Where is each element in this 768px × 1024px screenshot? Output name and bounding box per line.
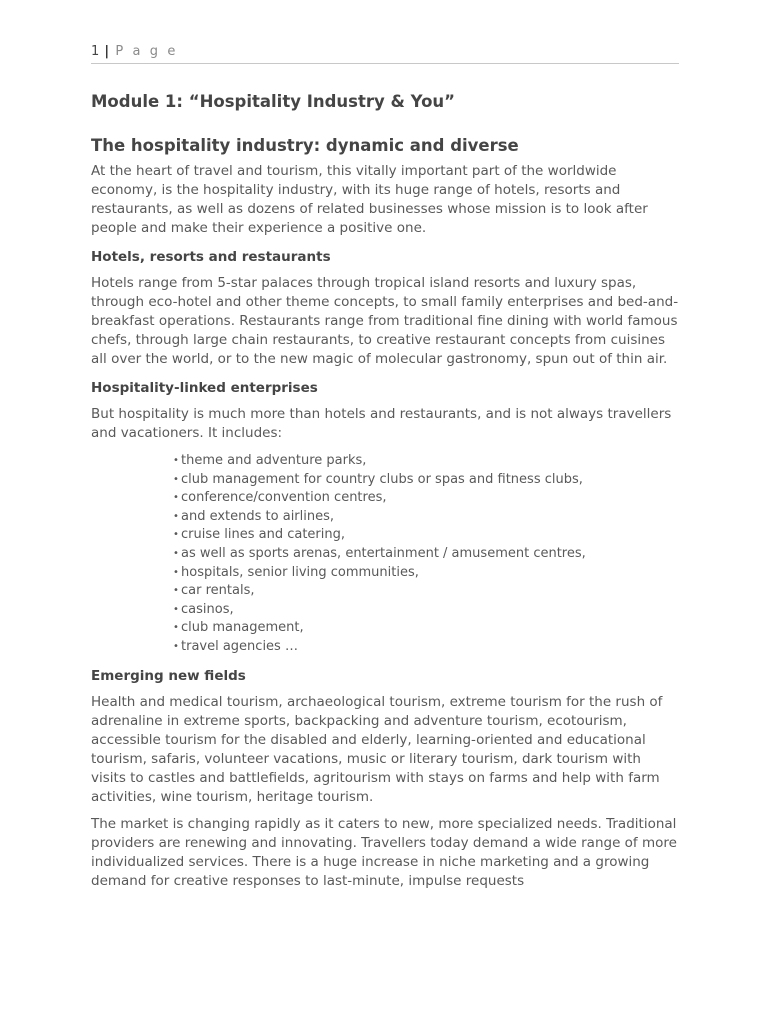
list-item-text: as well as sports arenas, entertainment / amusement centres, [181,545,586,561]
list-item-text: cruise lines and catering, [181,527,345,543]
list-item [173,452,679,471]
list-item-text: club management for country clubs or spas and fitness clubs, [181,471,583,487]
enterprise-list [91,452,679,657]
document-body [91,90,679,891]
emerging-paragraph: Health and medical tourism, archaeological tourism, extreme tourism for the rush of adrenaline in extreme sports, backpacking and adventure tourism, ecotourism, accessible tourism for the disabled and elderly, learning-oriented and educational tourism, safaris, volunteer vacations, music or literary tourism, dark tourism with visits to castles and battlefields, agritourism with stays on farms and help with farm activities, wine tourism, heritage tourism. [91,693,663,805]
market-paragraph: The market is changing rapidly as it caters to new, more specialized needs. Traditional providers are renewing and innovating. Travellers today demand a wide range of more individualized services. There is a huge increase in niche marketing and a growing demand for creative responses to last-minute, impulse requests [91,815,677,889]
bullet-icon: • [173,455,179,466]
list-item-text: theme and adventure parks, [181,453,367,468]
list-item [173,601,679,620]
list-item-text: and extends to airlines, [181,508,335,524]
page-number: 1 [91,44,100,59]
intro-paragraph: At the heart of travel and tourism, this vitally important part of the worldwide economy, is the hospitality industry, with its huge range of hotels, resorts and restaurants, as well as dozens of related businesses whose mission is to look after people and make their experience a positive one. [91,163,648,236]
list-item-text: casinos, [181,601,234,617]
list-item-text: club management, [181,620,304,636]
emerging-heading: Emerging new fields [91,667,246,684]
list-item-text: conference/convention centres, [181,490,387,506]
list-item-text: travel agencies … [181,638,298,654]
list-item [173,508,679,527]
list-item [173,545,679,564]
list-item [173,471,679,490]
hotels-heading: Hotels, resorts and restaurants [91,249,331,265]
bullet-icon: • [173,473,179,485]
list-item [173,489,679,508]
linked-paragraph: But hospitality is much more than hotels and restaurants, and is not always travellers and vacationers. It includes: [91,406,672,441]
page-label: P a g e [115,44,178,59]
bullet-icon: • [173,622,179,634]
bullet-icon: • [173,510,179,522]
page-header [91,44,679,64]
hotels-paragraph: Hotels range from 5-star palaces through tropical island resorts and luxury spas, through eco-hotel and other theme concepts, to small family enterprises and bed-and-breakfast operations. Restaurants range from traditional fine dining with world famous chefs, through large chain restaurants, to creative restaurant concepts from cuisines all over the world, or to the new magic of molecular gastronomy, spun out of thin air. [91,275,679,367]
bullet-icon: • [173,529,179,541]
list-item [173,564,679,583]
list-item [173,619,679,638]
section-title: The hospitality industry: dynamic and diverse [91,136,519,155]
module-title: Module 1: “Hospitality Industry & You” [91,92,456,111]
list-item [173,526,679,545]
page-separator: | [104,44,110,59]
linked-heading: Hospitality-linked enterprises [91,380,318,396]
list-item [173,582,679,601]
list-item-text: hospitals, senior living communities, [181,564,419,580]
bullet-icon: • [173,585,179,597]
bullet-icon: • [173,492,179,504]
bullet-icon: • [173,640,179,652]
bullet-icon: • [173,547,179,559]
list-item-text: car rentals, [181,583,255,599]
bullet-icon: • [173,566,179,578]
list-item [173,638,679,657]
bullet-icon: • [173,603,179,615]
